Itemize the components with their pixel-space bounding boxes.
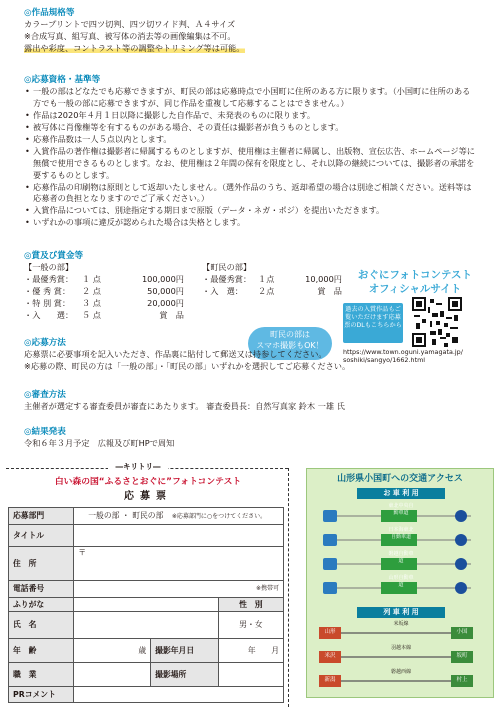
rail-line-label: 磐越西線 xyxy=(390,669,411,675)
town-label: 坂町 xyxy=(456,653,468,659)
method-title: ◎応募方法 xyxy=(24,338,66,348)
title-label: タイトル xyxy=(9,525,74,547)
review-section xyxy=(24,389,478,413)
qualification-item: • 入賞作品については、別途指定する期日まで原版（データ・ネガ・ポジ）を提出いただきます。 xyxy=(24,205,478,217)
prize-row: ・特 別 賞： ３ 点 20,000円 xyxy=(24,298,184,309)
route-label: 磐越自動車道 xyxy=(388,551,414,565)
division-field[interactable]: 一般の部 ・ 町民の部 ※応募部門に○をつけてください。 xyxy=(74,508,284,525)
date-field[interactable]: 年 月 xyxy=(218,639,283,663)
train-access-label: 列 車 利 用 xyxy=(357,607,445,618)
name-label: 氏 名 xyxy=(9,612,74,639)
address-field[interactable]: 〒 xyxy=(74,547,284,581)
pr-comment-field[interactable] xyxy=(74,687,284,703)
qualification-item: • 一般の部はどなたでも応募できますが、町民の部は応募時点で小国町に住所のある方に限ります。（小国町に住所のある方でも一般の部に応募できますが、同じ作品を重複して応募することはできません。） xyxy=(24,86,478,110)
gender-field[interactable]: 男・女 xyxy=(218,612,283,639)
furigana-label: ふりがな xyxy=(9,598,74,612)
gender-label: 性 別 xyxy=(218,598,283,612)
specs-title: ◎作品規格等 xyxy=(24,8,75,18)
town-label: 米沢 xyxy=(324,653,336,659)
general-prizes xyxy=(24,262,204,321)
method-note: ※応募の際、町民の方は「一般の部」・「町民の部」いずれかを選択してご応募ください。 xyxy=(24,361,351,372)
specs-section xyxy=(24,7,478,55)
qualification-item: • 被写体に肖像権等を有するものがある場合、その責任は撮影者が負うものとします。 xyxy=(24,122,478,134)
address-label: 住 所 xyxy=(9,547,74,581)
job-field[interactable] xyxy=(74,663,151,687)
town-label: 村上 xyxy=(456,677,468,683)
pr-comment-label: PRコメント xyxy=(9,687,74,703)
results-line: 令和６年３月予定 広報及び町HPで周知 xyxy=(24,438,175,449)
town-prizes-title: 【町民の部】 xyxy=(202,262,252,273)
official-site-box: 過去の入賞作品もご覧いただけます応募票のDLもこちらから xyxy=(343,303,403,343)
town-label: 新潟 xyxy=(324,677,336,683)
prize-row: ・入 選： ５ 点 賞 品 xyxy=(24,310,184,321)
place-field[interactable] xyxy=(218,663,283,687)
route-label: 東北中央自動車道 xyxy=(388,503,414,517)
specs-note-highlight: 露出や彩度、コントラスト等の調整やトリミング等は可能。 xyxy=(24,43,245,54)
qualification-item: • 作品は2020年４月１日以降に撮影した自作品で、未発表のものに限ります。 xyxy=(24,110,478,122)
qualification-item: • 応募作品数は一人５点以内とします。 xyxy=(24,134,478,146)
cut-line-vertical xyxy=(288,468,289,707)
qualifications-section xyxy=(24,74,478,229)
official-site-title: おぐにフォトコンテスト オフィシャルサイト xyxy=(357,269,473,296)
official-site-url[interactable]: https://www.town.oguni.yamagata.jp/ soshiki/sangyo/1662.html xyxy=(343,348,463,364)
prize-row: ・最優秀賞： １点 10,000円 xyxy=(202,274,342,285)
town-label: 山形 xyxy=(324,629,336,635)
review-line: 主催者が選定する審査委員が審査にあたります。 審査委員長：自然写真家 鈴木 一雄 氏 xyxy=(24,401,345,412)
review-title: ◎審査方法 xyxy=(24,390,66,400)
entry-form-table xyxy=(8,507,284,703)
qualification-item: • 応募作品の印刷物は原則として返却いたしません。（選外作品のうち、返却希望の場合は別途ご相談ください。送料等は応募者の負担となりますのでご了承ください。） xyxy=(24,182,478,206)
name-field[interactable] xyxy=(74,612,218,639)
date-label: 撮影年月日 xyxy=(151,639,219,663)
qualification-item: • 入賞作品の著作権は撮影者に帰属するものとしますが、使用権は主催者に帰属し、出版物、宣伝広告、ホームページ等に無償で使用できるものとします。なお、使用権は２年間の保有を限度とし、それ以降の継続については、撮影者の承諾を要するものとします。 xyxy=(24,146,478,182)
specs-note: ※合成写真、組写真、被写体の消去等の画像編集は不可。 xyxy=(24,31,236,42)
qualifications-title: ◎応募資格・基準等 xyxy=(24,75,101,85)
results-title: ◎結果発表 xyxy=(24,427,66,437)
prize-row: ・最優秀賞： １ 点 100,000円 xyxy=(24,274,184,285)
prize-row: ・入 選： ２点 賞 品 xyxy=(202,286,342,297)
job-label: 職 業 xyxy=(9,663,74,687)
rail-line-label: 米坂線 xyxy=(393,621,409,627)
cut-label: ―キリトリ― xyxy=(108,462,168,473)
general-prizes-title: 【一般の部】 xyxy=(24,262,74,273)
place-label: 撮影場所 xyxy=(151,663,219,687)
prizes-title: ◎賞及び賞金等 xyxy=(24,251,84,261)
access-map-title: 山形県小国町への交通アクセス xyxy=(337,474,463,484)
division-label: 応募部門 xyxy=(9,508,74,525)
phone-field[interactable]: ※携帯可 xyxy=(74,581,284,598)
access-map xyxy=(306,468,494,698)
age-field[interactable]: 歳 xyxy=(74,639,151,663)
method-line: 応募票に必要事項を記入いただき、作品裏に貼付して郵送又は持参してください。 xyxy=(24,349,327,360)
qualifications-list xyxy=(24,86,478,229)
town-prizes xyxy=(202,262,352,298)
qualification-item: • いずれかの事項に違反が認められた場合は失格とします。 xyxy=(24,217,478,229)
entry-form-title: 白い森の国“ふるさとおぐに”フォトコンテスト xyxy=(54,477,242,487)
specs-line: カラープリントで四ツ切判、四ツ切ワイド判、Ａ４サイズ xyxy=(24,19,236,30)
entry-form-subtitle: 応募票 xyxy=(124,491,172,502)
route-label: 日本海東北自動車道 xyxy=(388,527,414,541)
title-field[interactable] xyxy=(74,525,284,547)
phone-label: 電話番号 xyxy=(9,581,74,598)
route-label: 山形自動車道 xyxy=(388,575,414,589)
car-access-label: お 車 利 用 xyxy=(357,488,445,499)
furigana-field[interactable] xyxy=(74,598,218,612)
town-label: 小国 xyxy=(456,629,468,635)
method-section xyxy=(24,337,478,373)
results-section xyxy=(24,426,478,450)
prize-row: ・優 秀 賞： ２ 点 50,000円 xyxy=(24,286,184,297)
age-label: 年 齢 xyxy=(9,639,74,663)
smartphone-ok-bubble: 町民の部は スマホ撮影もOK！ xyxy=(248,327,332,360)
rail-line-label: 羽越本線 xyxy=(390,645,411,651)
